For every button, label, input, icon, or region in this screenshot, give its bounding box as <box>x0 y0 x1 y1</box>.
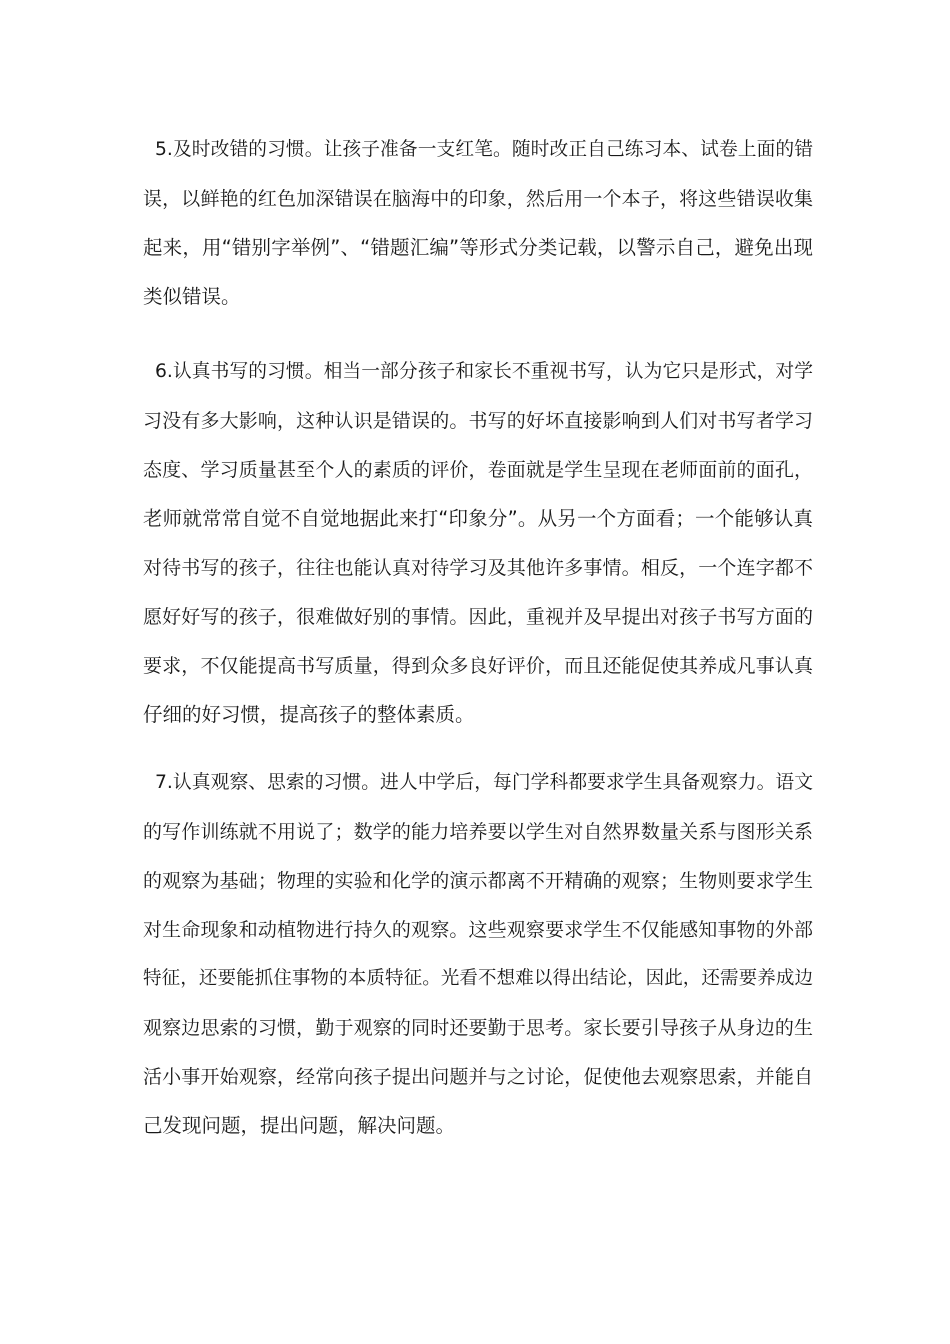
paragraph-7-line-8: 己发现问题，提出问题，解决问题。 <box>143 1114 456 1137</box>
paragraph-7-line-4: 对生命现象和动植物进行持久的观察。这些观察要求学生不仅能感知事物的外部 <box>143 919 813 941</box>
paragraph-7-line-6: 观察边思索的习惯，勤于观察的同时还要勤于思考。家长要引导孩子从身边的生 <box>143 1017 813 1039</box>
paragraph-6-line-2: 习没有多大影响，这种认识是错误的。书写的好坏直接影响到人们对书写者学习 <box>143 410 813 432</box>
paragraph-7-line-1: 7.认真观察、思索的习惯。进人中学后，每门学科都要求学生具备观察力。语文 <box>155 772 813 793</box>
paragraph-5-line-4: 类似错误。 <box>143 285 241 308</box>
paragraph-5-line-1: 5.及时改错的习惯。让孩子准备一支红笔。随时改正自己练习本、试卷上面的错 <box>155 139 813 160</box>
paragraph-7-line-2: 的写作训练就不用说了；数学的能力培养要以学生对自然界数量关系与图形关系 <box>143 821 813 843</box>
paragraph-6-line-7: 要求，不仅能提高书写质量，得到众多良好评价，而且还能促使其养成凡事认真 <box>143 655 813 677</box>
paragraph-6-line-1: 6.认真书写的习惯。相当一部分孩子和家长不重视书写，认为它只是形式，对学 <box>155 361 813 382</box>
paragraph-6-line-5: 对待书写的孩子，往往也能认真对待学习及其他许多事情。相反，一个连字都不 <box>143 557 813 579</box>
paragraph-6-line-3: 态度、学习质量甚至个人的素质的评价，卷面就是学生呈现在老师面前的面孔， <box>143 459 813 481</box>
paragraph-7-line-7: 活小事开始观察，经常向孩子提出问题并与之讨论，促使他去观察思索，并能自 <box>143 1066 813 1088</box>
paragraph-6-line-6: 愿好好写的孩子，很难做好别的事情。因此，重视并及早提出对孩子书写方面的 <box>143 606 813 628</box>
paragraph-6-line-4: 老师就常常自觉不自觉地据此来打“印象分”。从另一个方面看；一个能够认真 <box>143 507 813 530</box>
paragraph-6-line-8: 仔细的好习惯，提高孩子的整体素质。 <box>143 703 475 726</box>
paragraph-5-line-3: 起来，用“错别字举例”、“错题汇编”等形式分类记载，以警示自己，避免出现 <box>143 236 813 259</box>
paragraph-7-line-3: 的观察为基础；物理的实验和化学的演示都离不开精确的观察；生物则要求学生 <box>143 870 813 892</box>
paragraph-7-line-5: 特征，还要能抓住事物的本质特征。光看不想难以得出结论，因此，还需要养成边 <box>143 968 813 989</box>
paragraph-5-line-2: 误，以鲜艳的红色加深错误在脑海中的印象，然后用一个本子，将这些错误收集 <box>143 188 813 210</box>
